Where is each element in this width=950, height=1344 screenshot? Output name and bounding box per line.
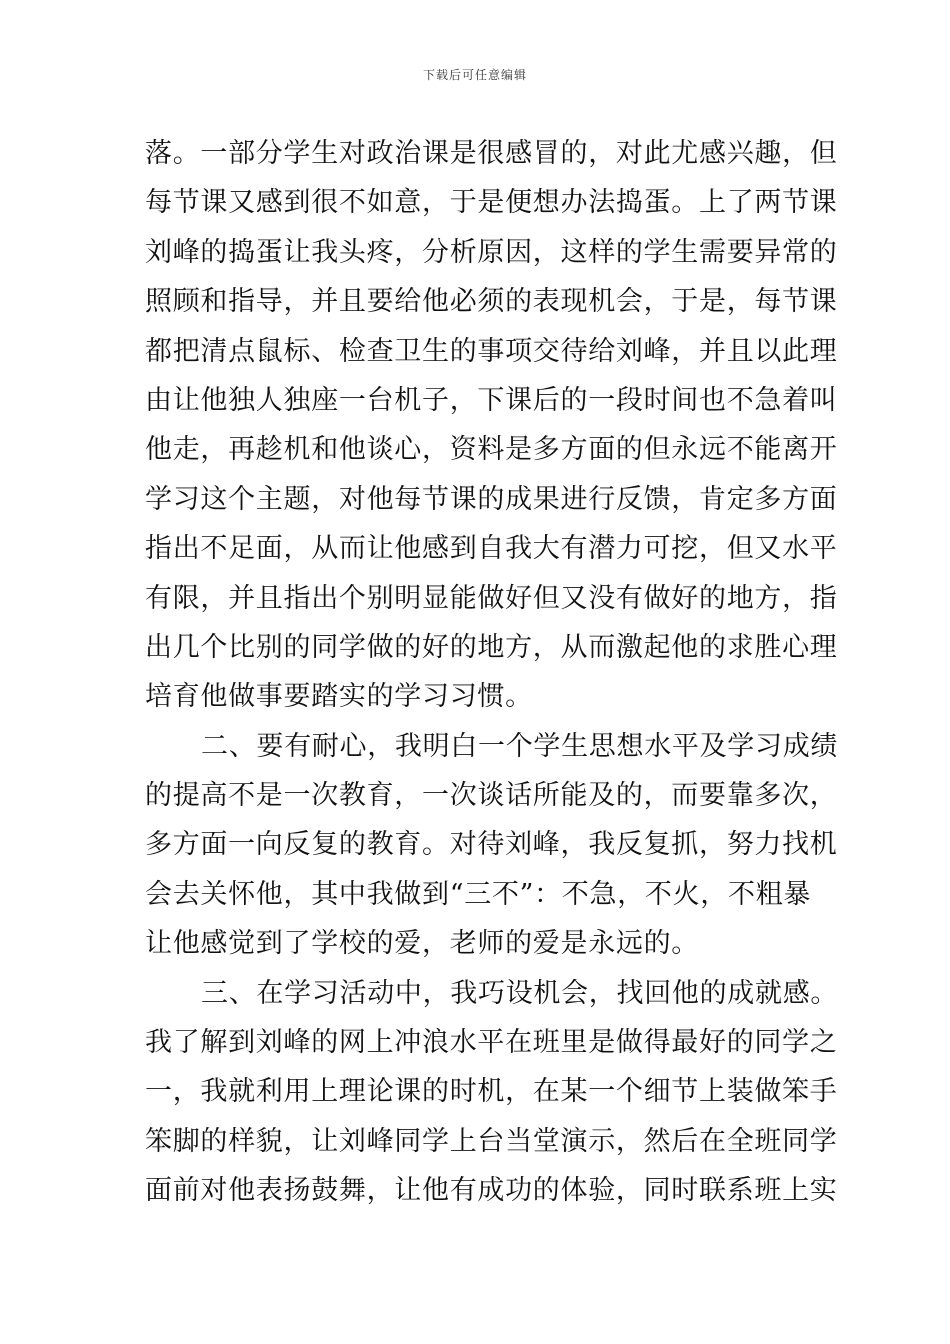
text-line: 照顾和指导，并且要给他必须的表现机会，于是，每节课 xyxy=(145,286,838,318)
text-line: 指出不足面，从而让他感到自我大有潜力可挖，但又水平 xyxy=(145,533,838,565)
text-line: 会去关怀他，其中我做到“三不”：不急，不火，不粗暴 xyxy=(145,878,812,910)
text-line: 一，我就利用上理论课的时机，在某一个细节上装做笨手 xyxy=(145,1076,838,1108)
text-line: 刘峰的捣蛋让我头疼，分析原因，这样的学生需要异常的 xyxy=(145,236,838,268)
page-header: 下载后可任意编辑 xyxy=(422,68,527,82)
text-line: 由让他独人独座一台机子，下课后的一段时间也不急着叫 xyxy=(145,384,838,416)
text-line: 每节课又感到很不如意，于是便想办法捣蛋。上了两节课 xyxy=(145,187,838,219)
text-line: 我了解到刘峰的网上冲浪水平在班里是做得最好的同学之 xyxy=(145,1027,838,1059)
text-line: 面前对他表扬鼓舞，让他有成功的体验，同时联系班上实 xyxy=(145,1175,838,1207)
document-body xyxy=(145,129,839,1216)
text-line: 让他感觉到了学校的爱，老师的爱是永远的。 xyxy=(145,928,699,960)
text-line: 出几个比别的同学做的好的地方，从而激起他的求胜心理 xyxy=(145,631,838,663)
paragraph-start-line: 三、在学习活动中，我巧设机会，找回他的成就感。 xyxy=(201,977,839,1009)
text-line: 有限，并且指出个别明显能做好但又没有做好的地方，指 xyxy=(145,582,838,614)
text-line: 落。一部分学生对政治课是很感冒的，对此尤感兴趣，但 xyxy=(145,138,838,169)
text-line: 的提高不是一次教育，一次谈话所能及的，而要靠多次， xyxy=(145,780,838,812)
paragraph-start-line: 二、要有耐心，我明白一个学生思想水平及学习成绩 xyxy=(201,730,839,762)
text-line: 都把清点鼠标、检查卫生的事项交待给刘峰，并且以此理 xyxy=(145,335,838,367)
text-line: 笨脚的样貌，让刘峰同学上台当堂演示，然后在全班同学 xyxy=(145,1125,838,1157)
text-line: 培育他做事要踏实的学习习惯。 xyxy=(145,681,533,713)
text-line: 他走，再趁机和他谈心，资料是多方面的但永远不能离开 xyxy=(145,434,838,466)
text-line: 多方面一向反复的教育。对待刘峰，我反复抓，努力找机 xyxy=(145,829,838,861)
text-line: 学习这个主题，对他每节课的成果进行反馈，肯定多方面 xyxy=(145,483,838,515)
